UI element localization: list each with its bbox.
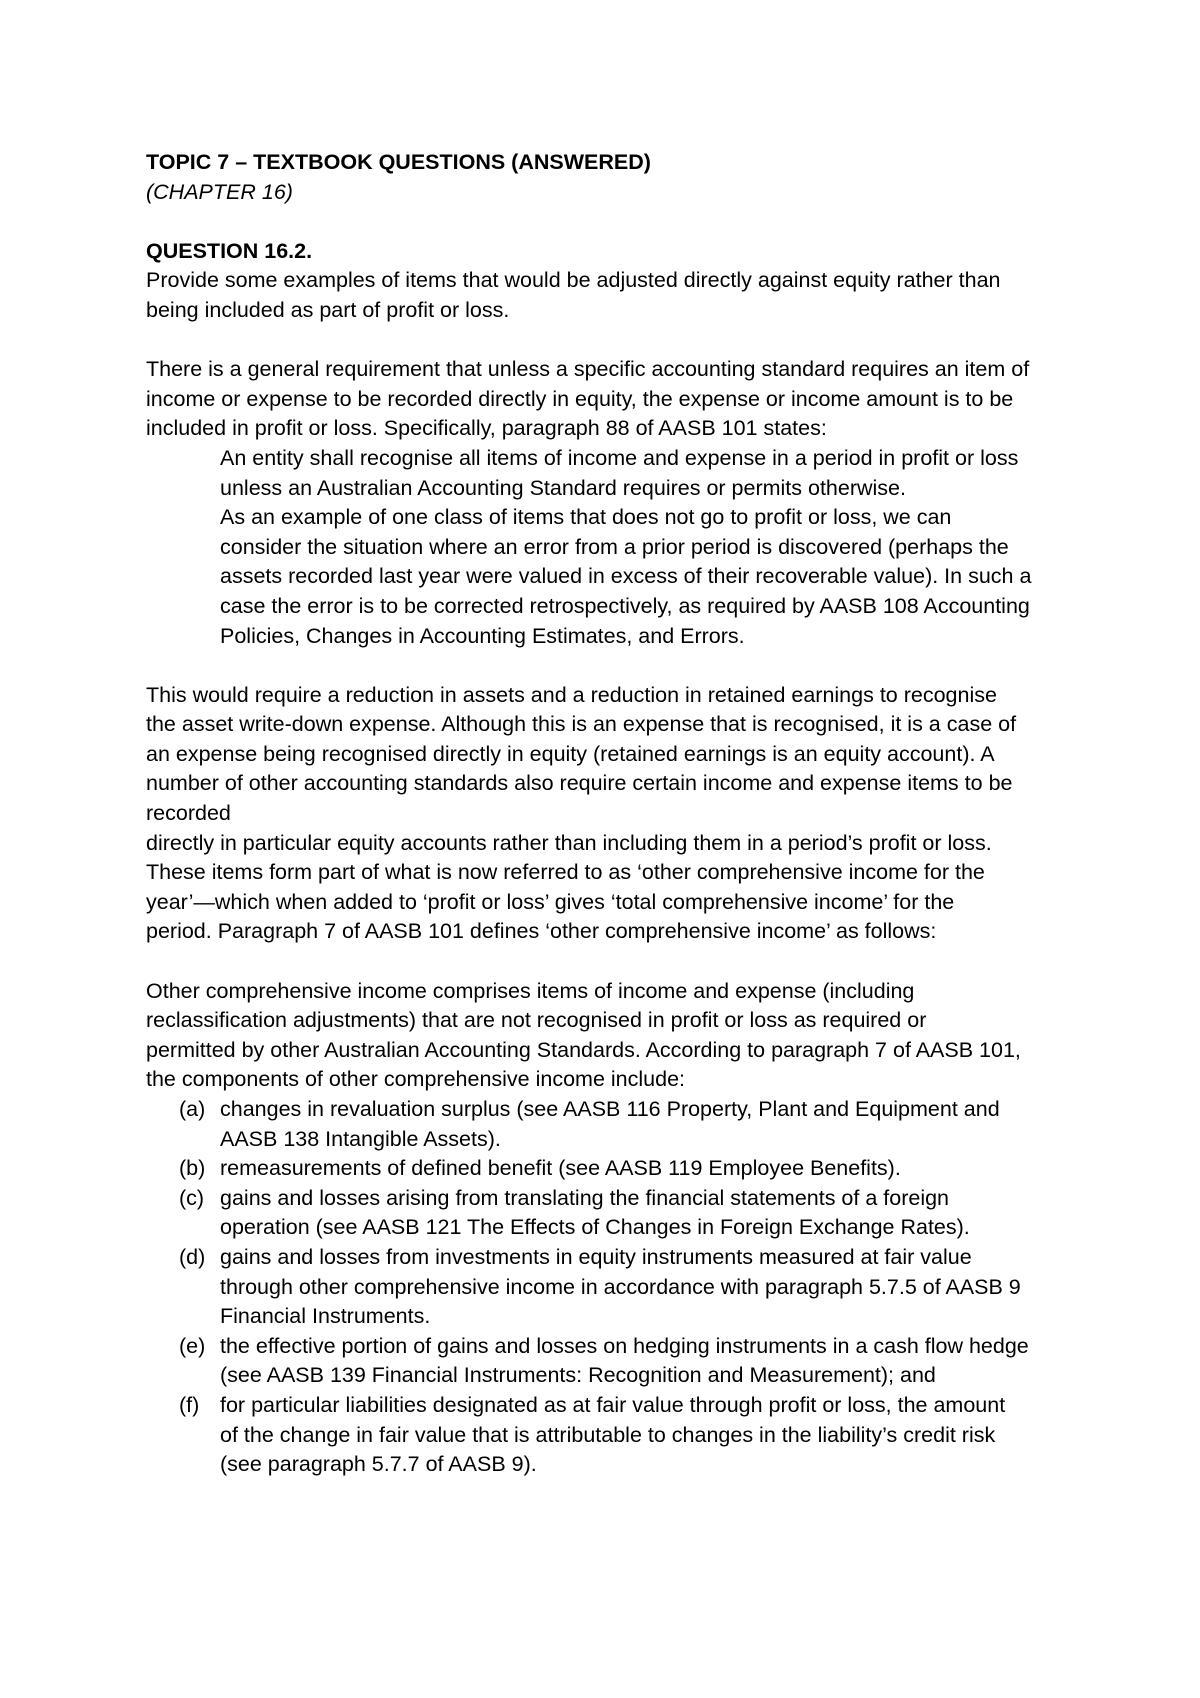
paragraph-line: reclassification adjustments) that are not recognised in profit or loss as required or bbox=[146, 1008, 927, 1033]
paragraph-line: recorded bbox=[146, 801, 231, 826]
components-list bbox=[146, 1095, 1076, 1480]
paragraph-line: Other comprehensive income comprises items of income and expense (including bbox=[146, 978, 915, 1003]
list-item-line: gains and losses arising from translating the financial statements of a foreign bbox=[220, 1185, 950, 1210]
question-heading: QUESTION 16.2. bbox=[146, 238, 313, 263]
list-item-line: through other comprehensive income in accordance with paragraph 5.7.5 of AASB 9 bbox=[220, 1274, 1021, 1299]
list-item-line: changes in revaluation surplus (see AASB 116 Property, Plant and Equipment and bbox=[220, 1097, 1000, 1121]
list-item bbox=[146, 1391, 1076, 1480]
list-item-line: remeasurements of defined benefit (see AASB 119 Employee Benefits). bbox=[220, 1156, 901, 1181]
list-item bbox=[146, 1184, 1076, 1243]
quote-line: As an example of one class of items that does not go to profit or loss, we can bbox=[220, 505, 952, 530]
document-page bbox=[146, 148, 1076, 1480]
list-item-line: (see AASB 139 Financial Instruments: Recognition and Measurement); and bbox=[220, 1363, 936, 1388]
list-item-label: (c) bbox=[179, 1185, 205, 1210]
document-title: TOPIC 7 – TEXTBOOK QUESTIONS (ANSWERED) bbox=[146, 150, 651, 174]
spacer bbox=[146, 947, 1076, 977]
quote-line: Policies, Changes in Accounting Estimates, and Errors. bbox=[220, 623, 745, 648]
spacer bbox=[146, 651, 1076, 681]
list-item-label: (e) bbox=[179, 1333, 206, 1358]
paragraph-line: the asset write-down expense. Although this is an expense that is recognised, it is a case of bbox=[146, 712, 1017, 737]
answer-intro-paragraph bbox=[146, 355, 1076, 444]
paragraph-line: directly in particular equity accounts rather than including them in a period’s profit or loss. bbox=[146, 830, 992, 855]
list-item-line: operation (see AASB 121 The Effects of Changes in Foreign Exchange Rates). bbox=[220, 1215, 970, 1240]
list-item-line: the effective portion of gains and losses on hedging instruments in a cash flow hedge bbox=[220, 1333, 1029, 1358]
paragraph-line: permitted by other Australian Accounting Standards. According to paragraph 7 of AASB 101, bbox=[146, 1037, 1021, 1062]
paragraph-line: an expense being recognised directly in equity (retained earnings is an equity account). A bbox=[146, 741, 995, 766]
list-item-line: of the change in fair value that is attributable to changes in the liability’s credit risk bbox=[220, 1422, 996, 1447]
quote-line: case the error is to be corrected retrospectively, as required by AASB 108 Accounting bbox=[220, 593, 1030, 618]
paragraph-line: There is a general requirement that unless a specific accounting standard requires an item of bbox=[146, 357, 1030, 382]
list-item bbox=[146, 1154, 1076, 1184]
question-text bbox=[146, 266, 1076, 325]
chapter-subtitle: (CHAPTER 16) bbox=[146, 179, 293, 204]
list-item-label: (d) bbox=[179, 1244, 206, 1269]
paragraph-line: period. Paragraph 7 of AASB 101 defines ‘other comprehensive income’ as follows: bbox=[146, 919, 937, 944]
paragraph-line: This would require a reduction in assets and a reduction in retained earnings to recognise bbox=[146, 682, 997, 707]
quote-line: unless an Australian Accounting Standard requires or permits otherwise. bbox=[220, 475, 906, 500]
paragraph-line: number of other accounting standards also require certain income and expense items to be bbox=[146, 771, 1013, 796]
list-item-label: (b) bbox=[179, 1156, 206, 1181]
quote-line: An entity shall recognise all items of income and expense in a period in profit or loss bbox=[220, 445, 1019, 470]
question-line: being included as part of profit or loss. bbox=[146, 297, 510, 322]
list-item-line: Financial Instruments. bbox=[220, 1304, 431, 1329]
quote-line: consider the situation where an error from a prior period is discovered (perhaps the bbox=[220, 534, 1009, 559]
list-item-line: AASB 138 Intangible Assets). bbox=[220, 1126, 501, 1151]
list-item bbox=[146, 1332, 1076, 1391]
list-item-label: (a) bbox=[179, 1097, 206, 1121]
list-item bbox=[146, 1243, 1076, 1332]
spacer bbox=[146, 326, 1076, 356]
paragraph-line: income or expense to be recorded directly in equity, the expense or income amount is to be bbox=[146, 386, 1014, 411]
list-item-label: (f) bbox=[179, 1392, 200, 1417]
paragraph-line: included in profit or loss. Specifically, paragraph 88 of AASB 101 states: bbox=[146, 416, 827, 441]
indented-quote bbox=[146, 444, 1076, 651]
answer-second-paragraph bbox=[146, 681, 1076, 947]
list-item-line: for particular liabilities designated as at fair value through profit or loss, the amount bbox=[220, 1392, 1006, 1417]
quote-line: assets recorded last year were valued in excess of their recoverable value). In such a bbox=[220, 564, 1032, 589]
paragraph-line: year’—which when added to ‘profit or loss’ gives ‘total comprehensive income’ for the bbox=[146, 889, 955, 914]
question-line: Provide some examples of items that would be adjusted directly against equity rather than bbox=[146, 268, 1001, 293]
list-item-line: (see paragraph 5.7.7 of AASB 9). bbox=[220, 1452, 537, 1477]
answer-third-paragraph bbox=[146, 977, 1076, 1095]
spacer bbox=[146, 207, 1076, 237]
list-item-line: gains and losses from investments in equity instruments measured at fair value bbox=[220, 1244, 972, 1269]
paragraph-line: These items form part of what is now referred to as ‘other comprehensive income for the bbox=[146, 860, 985, 885]
paragraph-line: the components of other comprehensive income include: bbox=[146, 1067, 686, 1092]
list-item bbox=[146, 1095, 1076, 1154]
